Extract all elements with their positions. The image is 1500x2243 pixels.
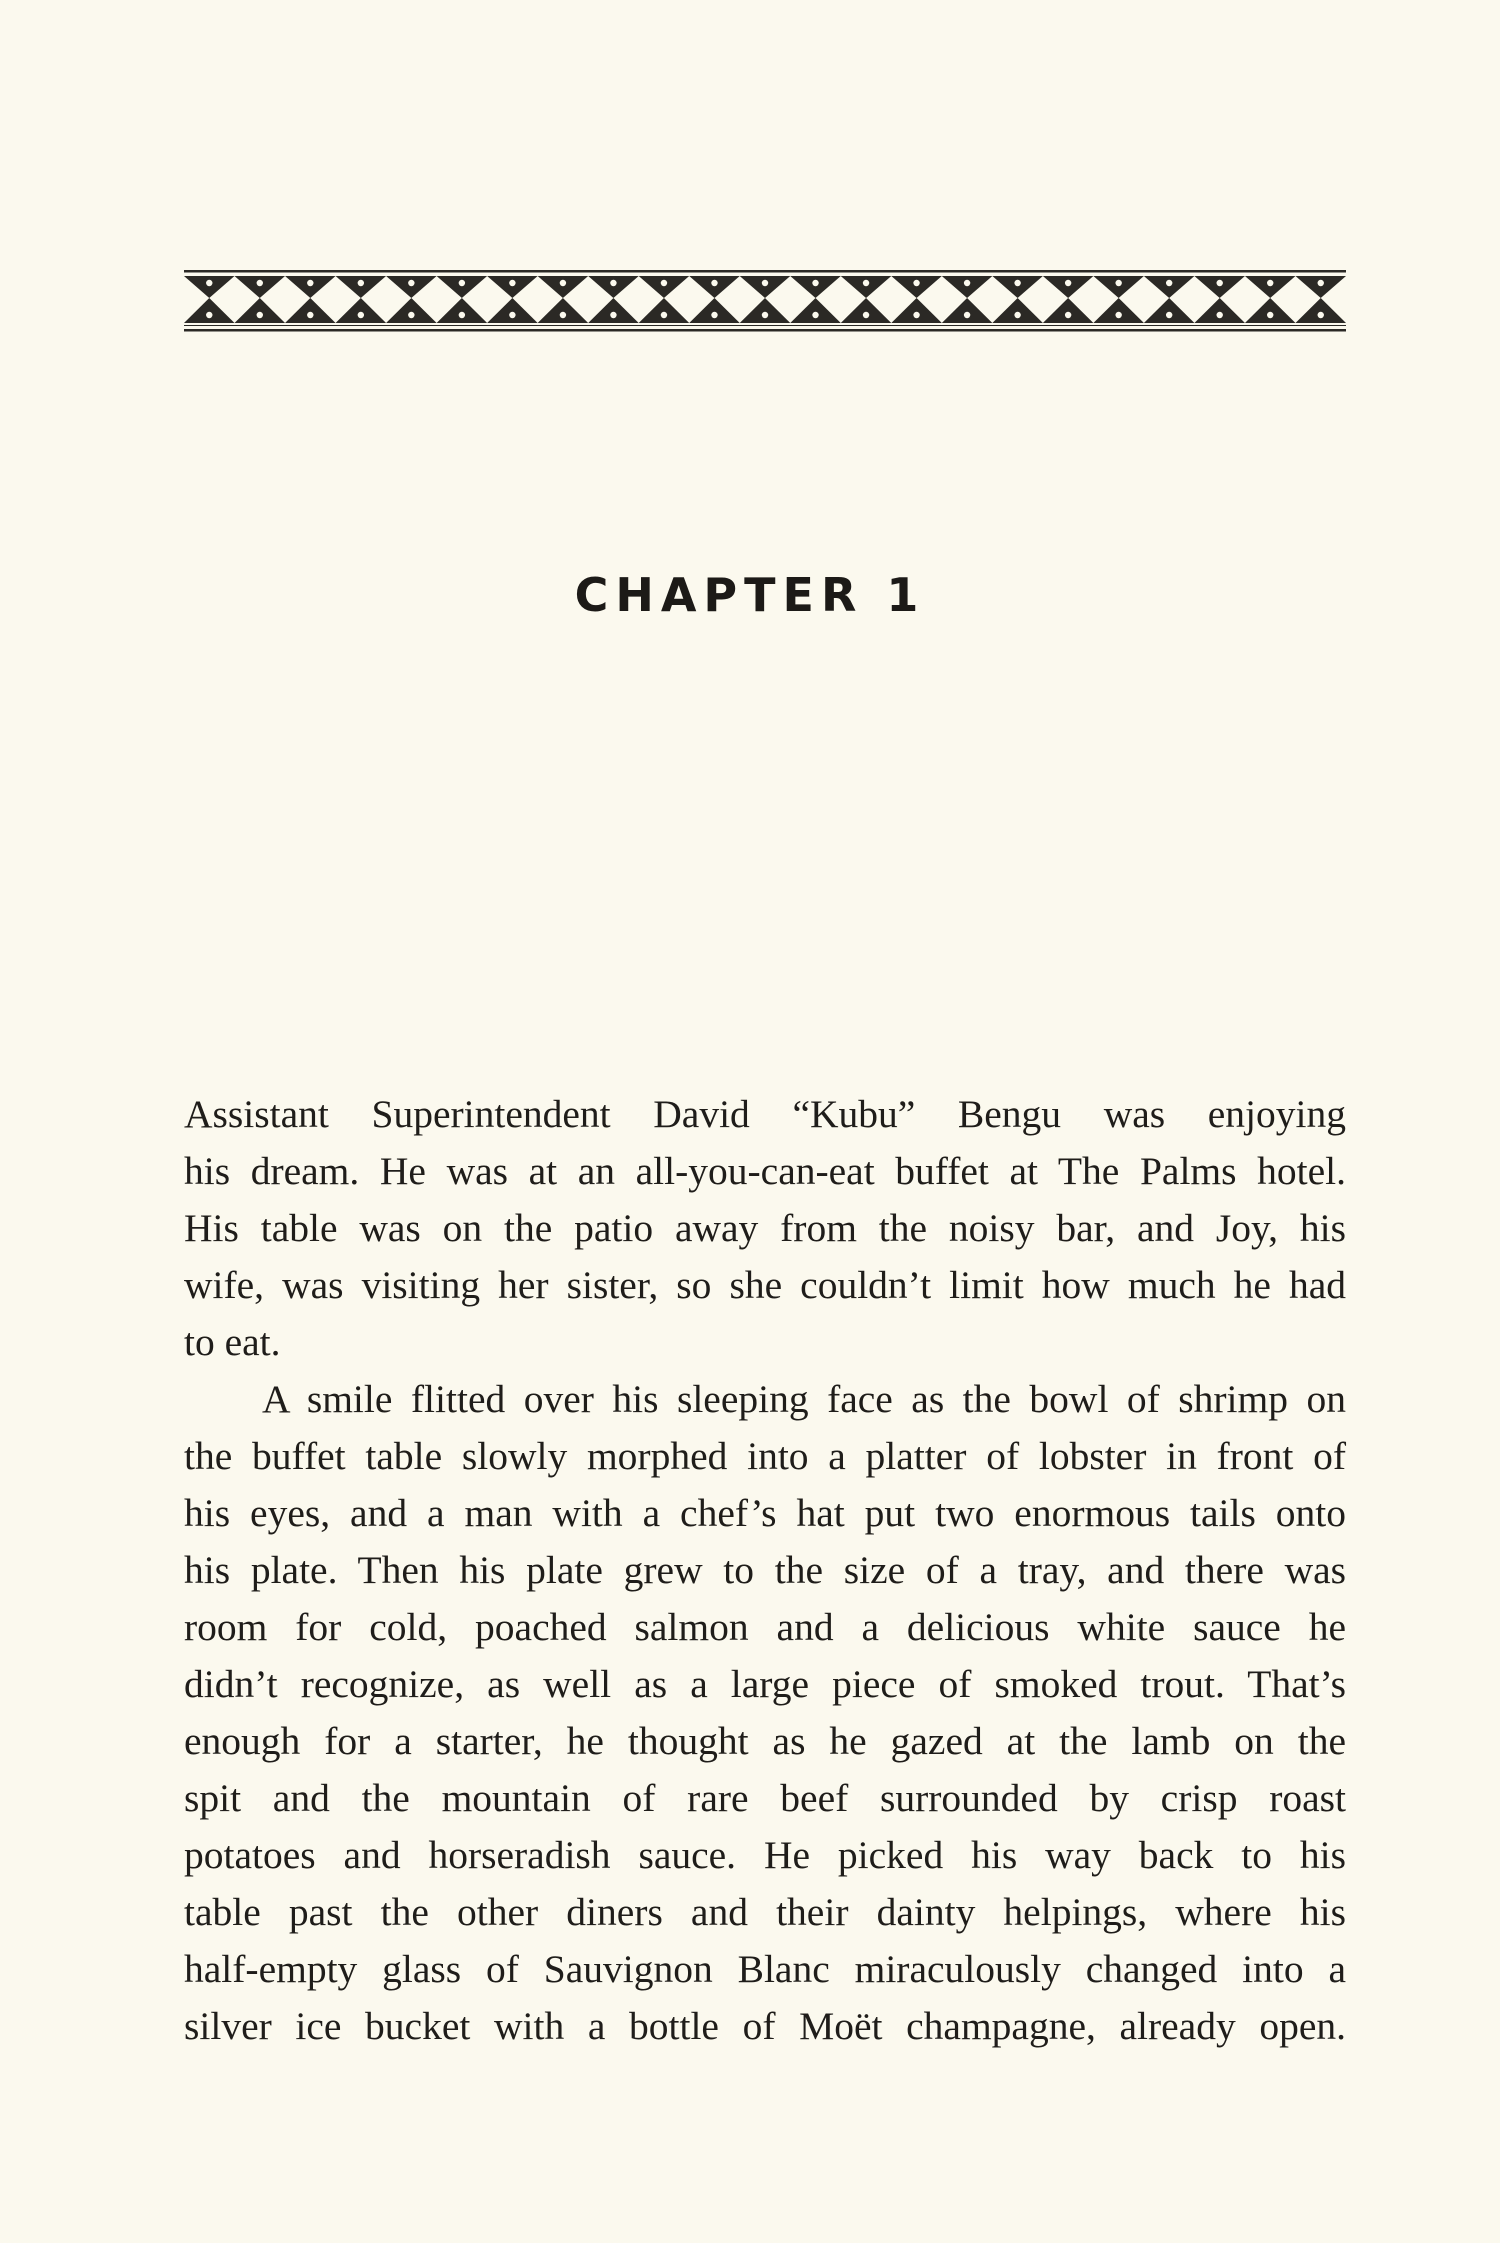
ornament-rule: [184, 329, 1346, 332]
ornament-triangle: [386, 298, 437, 323]
ornament-dot: [206, 280, 212, 286]
ornament-triangle: [184, 298, 235, 323]
ornament-dot: [358, 280, 364, 286]
ornament-dot: [1216, 280, 1222, 286]
text-line: table past the other diners and their dainty helpings, where his: [184, 1890, 1346, 1934]
ornament-dot: [812, 312, 818, 318]
ornament-dot: [560, 312, 566, 318]
text-line: his eyes, and a man with a chef’s hat put two enormous tails onto: [184, 1491, 1346, 1535]
ornament-dot: [1267, 312, 1273, 318]
text-line: wife, was visiting her sister, so she couldn’t limit how much he had: [184, 1263, 1346, 1307]
text-line: A smile flitted over his sleeping face as the bowl of shrimp on: [262, 1377, 1346, 1421]
ornament-triangle: [285, 276, 336, 298]
ornament-dot: [307, 280, 313, 286]
ornament-dot: [661, 280, 667, 286]
ornament-triangle: [487, 276, 538, 298]
ornament-dot: [1318, 280, 1324, 286]
ornament-triangle: [538, 276, 589, 298]
ornament-triangle: [386, 276, 437, 298]
text-line: half-empty glass of Sauvignon Blanc miraculously changed into a: [184, 1947, 1346, 1991]
ornament-triangle: [1295, 298, 1346, 323]
ornament-dot: [610, 280, 616, 286]
ornament-triangle: [942, 276, 993, 298]
text-line: his plate. Then his plate grew to the size of a tray, and there was: [184, 1548, 1346, 1592]
ornament-dot: [762, 312, 768, 318]
ornament-dot: [459, 280, 465, 286]
ornament-dot: [1065, 280, 1071, 286]
ornament-dot: [509, 280, 515, 286]
ornament-triangle: [336, 298, 387, 323]
ornament-dot: [1318, 312, 1324, 318]
ornament-rule: [184, 325, 1346, 326]
ornament-dot: [711, 280, 717, 286]
ornament-dot: [812, 280, 818, 286]
ornament-triangle: [1295, 276, 1346, 298]
ornament-dot: [661, 312, 667, 318]
text-line: his dream. He was at an all-you-can-eat buffet at The Palms hotel.: [184, 1149, 1346, 1193]
ornament-triangle: [1245, 298, 1296, 323]
ornament-triangle: [1144, 298, 1195, 323]
ornament-triangle: [992, 298, 1043, 323]
ornament-dot: [257, 312, 263, 318]
ornament-dot: [913, 312, 919, 318]
ornament-triangle: [891, 298, 942, 323]
ornament-dot: [863, 280, 869, 286]
paragraph-2: [184, 1371, 1346, 2055]
ornament-dot: [358, 312, 364, 318]
ornament-triangle: [639, 298, 690, 323]
ornament-dot: [1115, 312, 1121, 318]
ornament-triangle: [841, 276, 892, 298]
ornament-triangle: [437, 298, 488, 323]
ornament-dot: [1065, 312, 1071, 318]
text-line: spit and the mountain of rare beef surrounded by crisp roast: [184, 1776, 1346, 1820]
ornament-dot: [762, 280, 768, 286]
ornament-triangle: [942, 298, 993, 323]
ornament-dot: [257, 280, 263, 286]
ornament-triangle: [538, 298, 589, 323]
chapter-body-text: [184, 1086, 1346, 2055]
ornament-dot: [560, 280, 566, 286]
ornament-dot: [610, 312, 616, 318]
ornament-triangle: [1144, 276, 1195, 298]
ornament-triangle: [689, 298, 740, 323]
ornament-triangle: [437, 276, 488, 298]
ornament-triangle: [841, 298, 892, 323]
ornament-triangle: [1093, 298, 1144, 323]
ornament-triangle: [1194, 298, 1245, 323]
ornament-dot: [1267, 280, 1273, 286]
ornament-triangle: [235, 276, 286, 298]
text-line: didn’t recognize, as well as a large piece of smoked trout. That’s: [184, 1662, 1346, 1706]
ornament-triangle: [1043, 276, 1094, 298]
ornament-triangle: [487, 298, 538, 323]
ornament-triangle: [1245, 276, 1296, 298]
ornament-triangle: [740, 276, 791, 298]
ornament-triangle: [336, 276, 387, 298]
text-line: silver ice bucket with a bottle of Moët champagne, already open.: [184, 2004, 1346, 2048]
ornament-triangle: [588, 276, 639, 298]
ornament-dot: [1166, 312, 1172, 318]
ornament-dot: [509, 312, 515, 318]
ornament-triangle: [184, 276, 235, 298]
ornament-triangle: [992, 276, 1043, 298]
ornament-dot: [307, 312, 313, 318]
ornament-dot: [1014, 312, 1020, 318]
ornament-triangle: [1194, 276, 1245, 298]
text-line: enough for a starter, he thought as he gazed at the lamb on the: [184, 1719, 1346, 1763]
ornament-dot: [913, 280, 919, 286]
ornament-dot: [408, 280, 414, 286]
ornament-dot: [964, 312, 970, 318]
ornament-triangle: [639, 276, 690, 298]
ornament-triangle: [588, 298, 639, 323]
ornament-triangle: [790, 298, 841, 323]
text-line: His table was on the patio away from the noisy bar, and Joy, his: [184, 1206, 1346, 1250]
ornament-dot: [1166, 280, 1172, 286]
ornament-dot: [863, 312, 869, 318]
ornament-triangle: [1043, 298, 1094, 323]
ornament-triangle: [790, 276, 841, 298]
chapter-heading: CHAPTER 1: [574, 568, 926, 622]
ornament-dot: [711, 312, 717, 318]
ornament-triangle: [689, 276, 740, 298]
ornament-dot: [459, 312, 465, 318]
ornament-rule: [184, 270, 1346, 273]
ornament-dot: [1216, 312, 1222, 318]
ornament-triangle: [235, 298, 286, 323]
paragraph-1: [184, 1086, 1346, 1371]
ornament-dot: [1115, 280, 1121, 286]
ornament-dot: [408, 312, 414, 318]
ornament-triangle: [891, 276, 942, 298]
ornament-dot: [964, 280, 970, 286]
text-line: potatoes and horseradish sauce. He picked his way back to his: [184, 1833, 1346, 1877]
ornament-dot: [206, 312, 212, 318]
chapter-ornament-border: [184, 268, 1346, 334]
ornament-triangle: [1093, 276, 1144, 298]
ornament-triangle: [285, 298, 336, 323]
ornament-dot: [1014, 280, 1020, 286]
text-line: to eat.: [184, 1320, 281, 1364]
ornament-triangle: [740, 298, 791, 323]
text-line: the buffet table slowly morphed into a platter of lobster in front of: [184, 1434, 1346, 1478]
text-line: Assistant Superintendent David “Kubu” Bengu was enjoying: [184, 1092, 1346, 1136]
text-line: room for cold, poached salmon and a delicious white sauce he: [184, 1605, 1346, 1649]
